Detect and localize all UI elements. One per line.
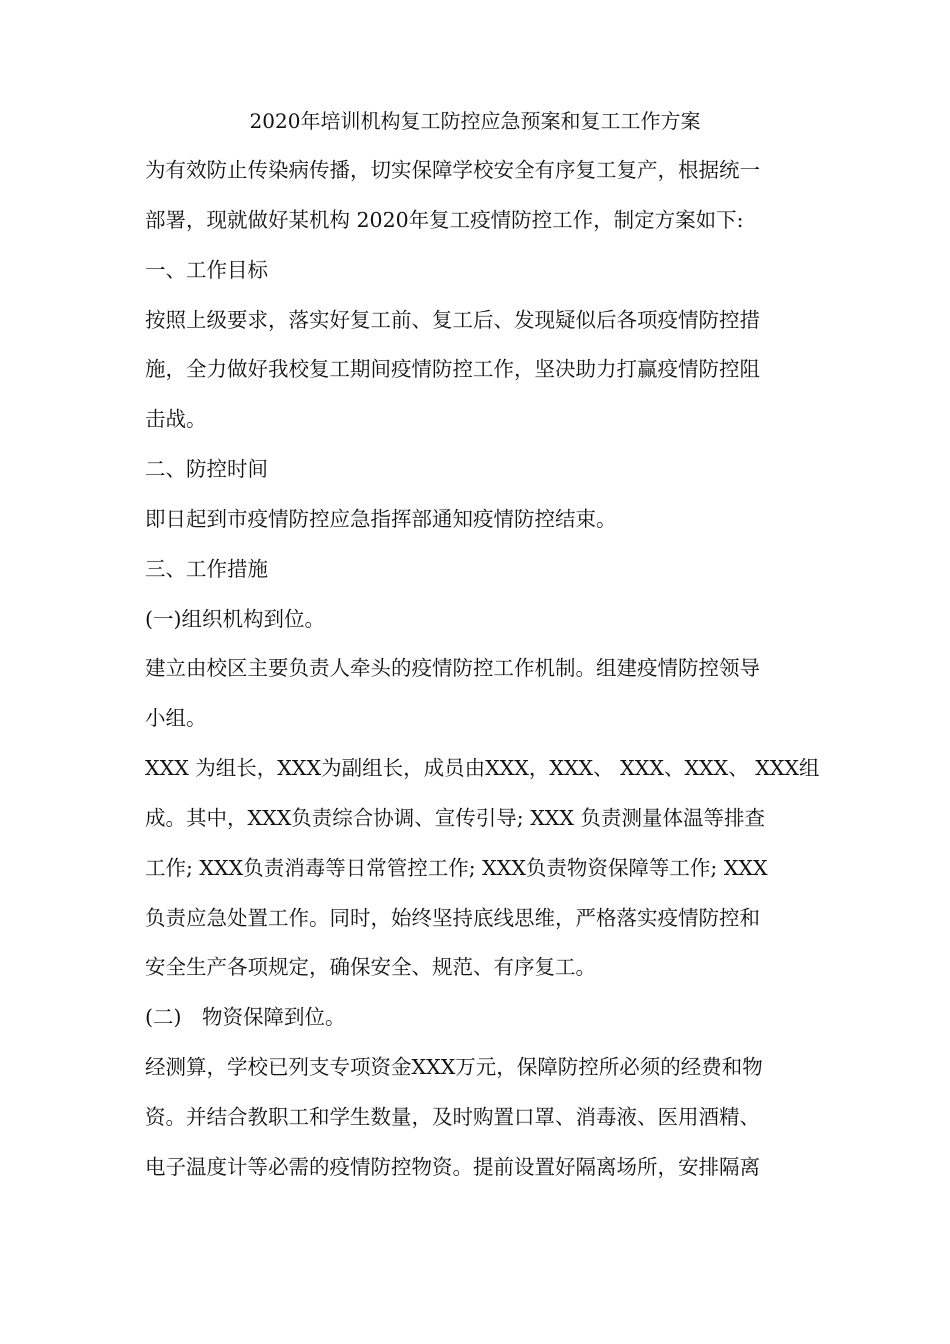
- section-heading: 一、工作目标: [145, 258, 268, 282]
- subsection-heading: (一)组织机构到位。: [145, 607, 325, 631]
- paragraph-line: 施，全力做好我校复工期间疫情防控工作，坚决助力打赢疫情防控阻: [145, 357, 760, 381]
- paragraph-line: 工作; XXX负责消毒等日常管控工作; XXX负责物资保障等工作; XXX: [145, 856, 768, 880]
- section-heading: 三、工作措施: [145, 557, 268, 581]
- paragraph-line: 即日起到市疫情防控应急指挥部通知疫情防控结束。: [145, 507, 617, 531]
- paragraph-line: 部署，现就做好某机构 2020年复工疫情防控工作，制定方案如下:: [145, 208, 744, 232]
- paragraph-line: 按照上级要求，落实好复工前、复工后、发现疑似后各项疫情防控措: [145, 308, 760, 332]
- paragraph-line: 为有效防止传染病传播，切实保障学校安全有序复工复产，根据统一: [145, 158, 760, 182]
- paragraph-line: 建立由校区主要负责人牵头的疫情防控工作机制。组建疫情防控领导: [145, 656, 760, 680]
- paragraph-line: 经测算，学校已列支专项资金XXX万元，保障防控所必须的经费和物: [145, 1055, 763, 1079]
- section-heading: 二、防控时间: [145, 457, 268, 481]
- paragraph-line: 小组。: [145, 706, 207, 730]
- paragraph-line: 负责应急处置工作。同时，始终坚持底线思维，严格落实疫情防控和: [145, 906, 760, 930]
- paragraph-line: 电子温度计等必需的疫情防控物资。提前设置好隔离场所，安排隔离: [145, 1155, 760, 1179]
- paragraph-line: 安全生产各项规定，确保安全、规范、有序复工。: [145, 955, 596, 979]
- paragraph-line: 击战。: [145, 407, 207, 431]
- paragraph-line: XXX 为组长，XXX为副组长，成员由XXX，XXX、 XXX、XXX、 XXX组: [145, 756, 820, 780]
- document-title: 2020年培训机构复工防控应急预案和复工工作方案: [249, 109, 701, 133]
- paragraph-line: 资。并结合教职工和学生数量，及时购置口罩、消毒液、医用酒精、: [145, 1105, 760, 1129]
- paragraph-line: 成。其中，XXX负责综合协调、宣传引导; XXX 负责测量体温等排查: [145, 806, 766, 830]
- subsection-heading: (二) 物资保障到位。: [145, 1005, 346, 1029]
